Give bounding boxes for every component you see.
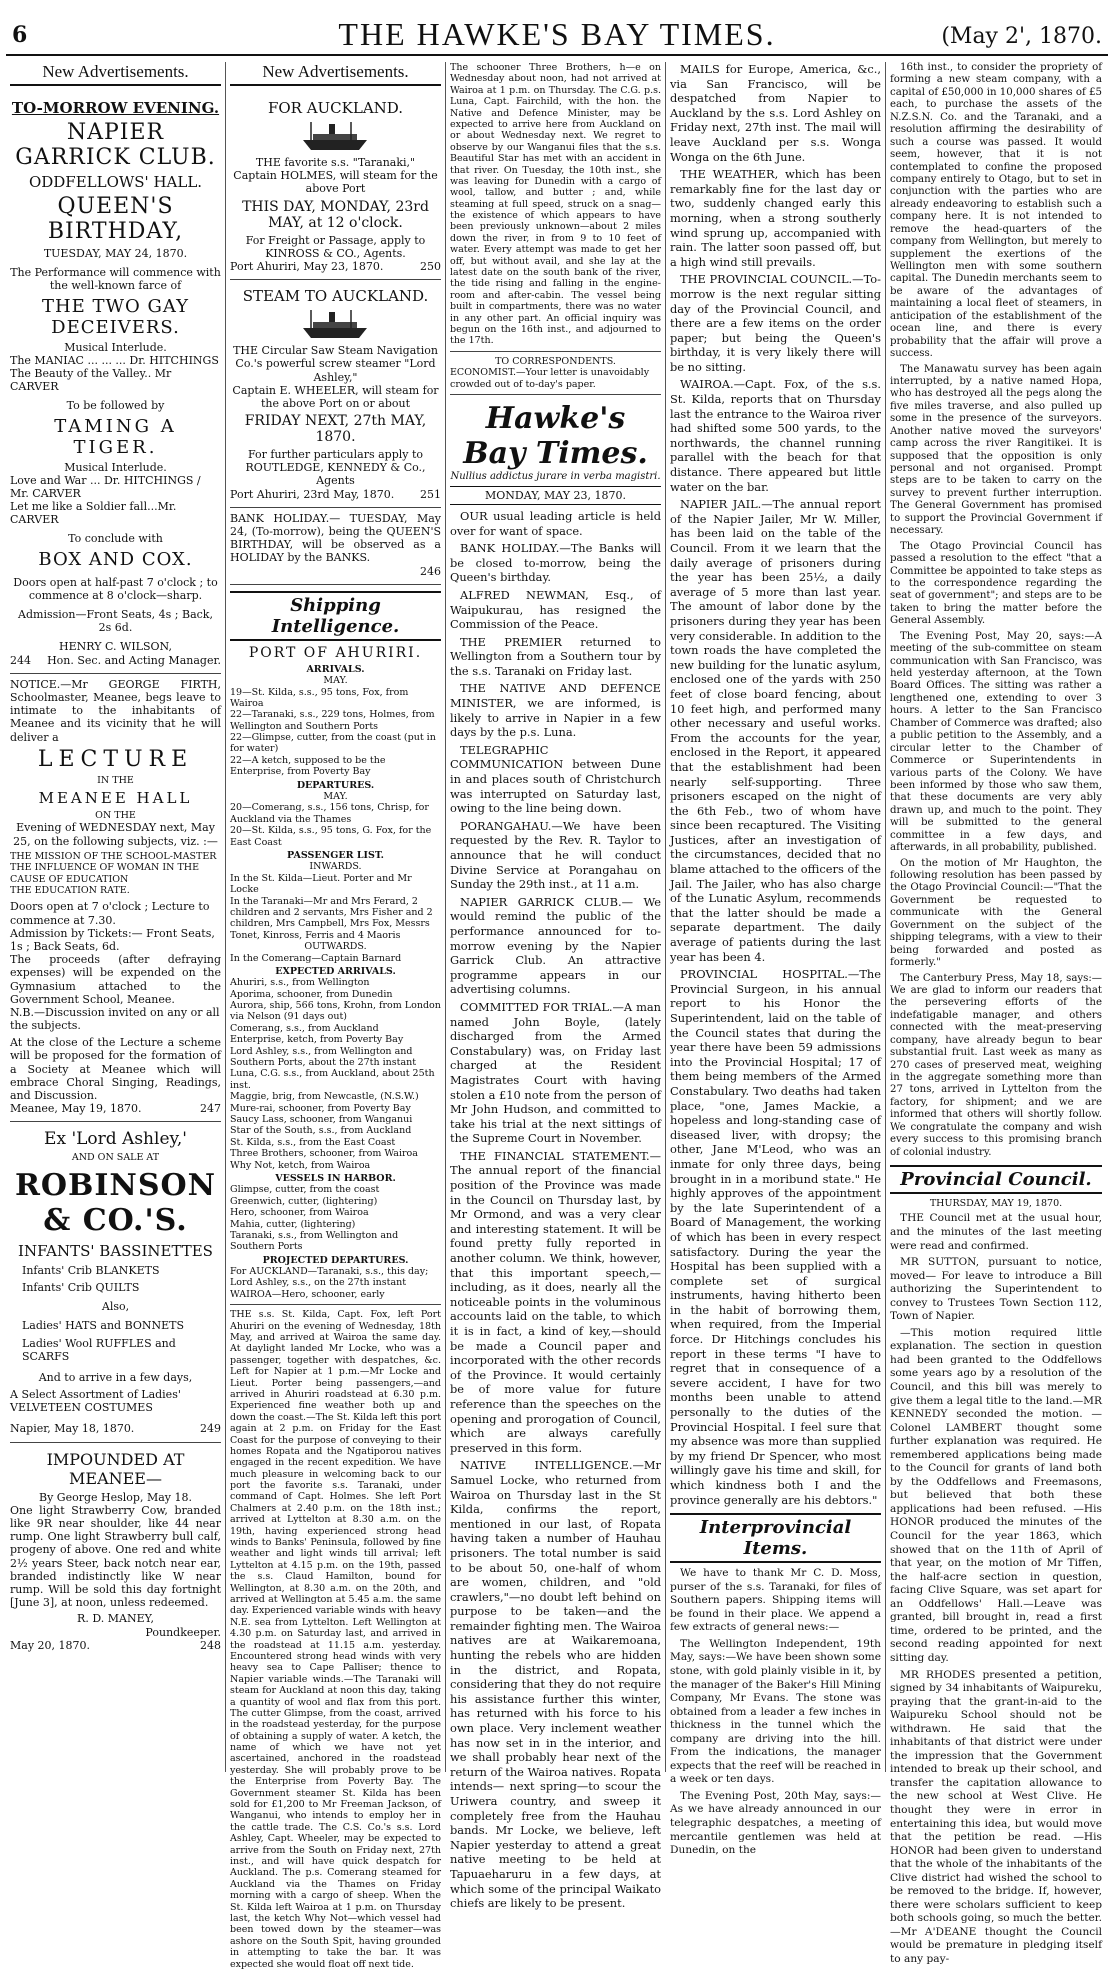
ad-line: Ex 'Lord Ashley,'	[44, 1129, 187, 1150]
ad-line: Also,	[101, 1300, 130, 1314]
news-paragraph: BANK HOLIDAY.—The Banks will be closed to-morrow, being the Queen's birthday.	[450, 541, 661, 585]
ad-number: 246	[420, 564, 441, 578]
news-paragraph: THE Council met at the usual hour, and the minutes of the last meeting were read and confirmed.	[890, 1212, 1102, 1252]
subheading: VESSELS IN HARBOR.	[275, 1172, 396, 1184]
ad-number: 250	[420, 259, 441, 273]
ad-date: Meanee, May 19, 1870.	[10, 1102, 142, 1116]
ad-line: TO-MORROW EVENING.	[11, 99, 220, 117]
impounded-ad	[10, 1443, 221, 1658]
subheading: MAY.	[323, 791, 348, 803]
ad-signer: R. D. MANEY,	[77, 1612, 154, 1626]
column-5	[886, 62, 1106, 1965]
subheading: PASSENGER LIST.	[287, 850, 384, 861]
passenger-list: In the Comerang—Captain Barnard	[230, 952, 402, 964]
ad-headline: NAPIER GARRICK CLUB.	[15, 120, 216, 170]
ad-line: The proceeds (after defraying expenses) will be expended on the Gymnasium attached to the Government School, Meanee.	[10, 953, 221, 1006]
ad-line: To be followed by	[66, 399, 165, 413]
section-heading: Shipping Intelligence.	[230, 591, 441, 641]
news-paragraph: PROVINCIAL HOSPITAL.—The Provincial Surgeon, in his annual report to his Honor the Superintendent, laid on the table of the Council states that during the year there have been 59 admissions into the Provincial Hospital; 17 of them being members of the Armed Constabulary. Two deaths had taken place, "one, James Mackie, a hopeless and long-standing case of diseased liver, with dropsy; the other, Jane M'Leod, who was an inmate for only three days, being brought in in a moribund state." He highly approves of the appointment by the late Superintendent of a Board of Management, the working of which has been in every respect satisfactory. During the year the Hospital has been supplied with a complete set of surgical instruments, having hitherto been in the habit of borrowing them, when required, from the Imperial force. Dr Hitchings concludes his report in these terms "I have to regret that in consequence of a severe accident, I have for two months been unable to attend personally to the duties of the Provincial Hospital. I feel sure that my absence was more than supplied by my friend Dr Spencer, who most willingly gave his time and skill, for which kindness both I and the province generally are his debtors."	[670, 967, 881, 1507]
departures-list: 20—Comerang, s.s., 156 tons, Chrisp, for Auckland via the Thames 20—St. Kilda, s.s., 95 tons, G. Fox, for the East Coast	[230, 802, 432, 848]
ad-line: N.B.—Discussion invited on any or all the subjects.	[10, 1005, 220, 1033]
ad-signer-title: Poundkeeper.	[145, 1625, 221, 1639]
news-body	[450, 509, 661, 1911]
editorial-motto: Nullius addictus jurare in verba magistri.	[450, 470, 661, 482]
ad-line: Admission by Tickets:— Front Seats, 1s ; Back Seats, 6d.	[10, 926, 215, 953]
ad-headline: THE TWO GAY DECEIVERS.	[41, 295, 190, 338]
editorial-dateline: MONDAY, MAY 23, 1870.	[450, 486, 661, 505]
section-heading: Provincial Council.	[890, 1165, 1102, 1194]
news-paragraph: THE WEATHER, which has been remarkably fine for the last day or two, suddenly changed early this morning, when a strong southerly wind sprung up, accompanied with rain. The latter soon passed off, but a high wind still prevails.	[670, 167, 881, 269]
ad-text: THE favorite s.s. "Taranaki,"	[255, 156, 416, 169]
ad-line: THE INFLUENCE OF WOMAN IN THE CAUSE OF EDUCATION	[10, 862, 200, 885]
ad-line: The Performance will commence with the well-known farce of	[10, 266, 221, 293]
shipping-intelligence	[230, 591, 441, 1970]
ad-line: The MANIAC ... ... ... Dr. HITCHINGS	[10, 353, 219, 367]
ad-number: 244	[10, 653, 31, 667]
ad-line: IN THE	[97, 774, 134, 786]
interprovincial-continued	[890, 62, 1102, 1159]
ad-line: Ladies' HATS and BONNETS	[22, 1319, 185, 1333]
ad-line: Infants' Crib BLANKETS	[22, 1263, 160, 1277]
news-paragraph: COMMITTED FOR TRIAL.—A man named John Boyle, (lately discharged from the Armed Constabulary) was, on Friday last charged at the Resident Magistrates Court with having stolen a £10 note from the person of Mr John Hudson, and committed to take his trial at the next sittings of the Supreme Court in November.	[450, 999, 661, 1146]
auckland-lord-ashley-ad	[230, 280, 441, 508]
ad-headline: BOX AND COX.	[38, 548, 193, 570]
subheading: PROJECTED DEPARTURES.	[262, 1254, 409, 1266]
projected-list: For AUCKLAND—Taranaki, s.s., this day; Lord Ashley, s.s., on the 27th instant WAIROA—Hero, schooner, early	[230, 1266, 429, 1300]
newspaper-title: THE HAWKE'S BAY TIMES.	[338, 16, 776, 52]
passenger-list: In the St. Kilda—Lieut. Porter and Mr Locke In the Taranaki—Mr and Mrs Ferard, 2 children and 2 servants, Mrs Fisher and 2 children, Mrs Campbell, Mrs Fox, Messrs Tonet, Kinross, Ferris and 4 Maoris	[230, 872, 433, 941]
column-2	[226, 62, 446, 1970]
shipping-report: THE s.s. St. Kilda, Capt. Fox, left Port Ahuriri on the evening of Wednesday, 18th May, and arrived at Wairoa the same day. At daylight landed Mr Locke, who was a passenger, together with despatches, &c. Left for Napier at 1 p.m.—Mr Locke and Lieut. Porter being passengers,—and arrived in Ahuriri roadstead at 6.30 p.m. Experienced fine weather both up and down the coast.—The St. Kilda left this port again at 2 p.m. on Friday for the East Coast for the purpose of conveying to their homes Ropata and the Ngatiporou natives engaged in the recent expedition. We have much pleasure in welcoming back to our port the favorite s.s. Taranaki, under command of Capt. Holmes. She left Port Chalmers at 2.40 p.m. on the 18th inst.; arrived at Lyttelton at 8.30 a.m. on the 19th, having experienced strong head winds to Banks' Peninsula, followed by fine weather and light winds till arrival; left Lyttelton at 4.15 p.m. on the 19th, passed the s.s. Claud Hamilton, bound for Wellington, at 8.30 a.m. on the 20th, and arrived at Wellington at 5.45 a.m. the same day. Experienced variable winds with heavy N.E. sea from Lyttelton. Left Wellington at 4.30 p.m. on Saturday last, and arrived in the roadstead at 11.15 a.m. yesterday. Encountered strong head winds with very heavy sea to Cape Palliser; thence to Napier variable winds.—The Taranaki will steam for Auckland at noon this day, taking a quantity of wool and flax from this port. The cutter Glimpse, from the coast, arrived in the roadstead yesterday, for the purpose of obtaining a supply of water. A ketch, the name of which we have not yet ascertained, anchored in the roadstead yesterday. She will probably prove to be the Enterprise from Poverty Bay. The Government steamer St. Kilda has been sold for £1,200 to Mr Freeman Jackson, of Wanganui, who intends to employ her in the cattle trade. The C.S. Co.'s s.s. Lord Ashley, Capt. Wheeler, may be expected to arrive from the South on Friday next, 27th inst., and will have quick despatch for Auckland. The p.s. Comerang steamed for Auckland via the Thames on Friday morning with a cargo of sheep. When the St. Kilda left Wairoa at 1 p.m. on Thursday last, the ketch Why Not—which vessel had been towed down by the steamer—was ashore on the South Spit, having grounded in attempting to take the bar. It was expected she would float off next tide.	[230, 1309, 442, 1970]
ad-date: Port Ahuriri, 23rd May, 1870.	[230, 487, 395, 501]
ad-line: A Select Assortment of Ladies' VELVETEEN COSTUMES	[10, 1388, 181, 1415]
editorial-masthead: Hawke's Bay Times.	[463, 400, 648, 471]
section-heading: New Advertisements.	[230, 62, 441, 86]
news-paragraph: The Wellington Independent, 19th May, says:—We have been shown some stone, with gold plainly visible in it, by the manager of the Baker's Hill Mining Company, Mr Evans. The stone was obtained from a leader a few inches in thickness in the tunnel which the company are driving into the hill. From the indications, the manager expects that the reef will be reached in a week or ten days.	[670, 1637, 881, 1786]
ad-line: THE MISSION OF THE SCHOOL-MASTER	[10, 850, 217, 862]
news-paragraph: WAIROA.—Capt. Fox, of the s.s. St. Kilda, reports that on Thursday last the entrance to the Wairoa river had shifted some 500 yards, to the northwards, the channel running parallel with the beach for that distance. There appeared but little water on the bar.	[670, 377, 881, 494]
issue-date: (May 2', 1870.	[941, 24, 1102, 49]
ad-line: TUESDAY, MAY 24, 1870.	[43, 247, 188, 260]
ad-line: AND ON SALE AT	[71, 1152, 160, 1164]
news-paragraph: ALFRED NEWMAN, Esq., of Waipukurau, has resigned the Commission of the Peace.	[450, 587, 661, 632]
steamship-icon	[230, 120, 441, 154]
ad-headline: ROBINSON & CO.'S.	[14, 1167, 217, 1238]
ad-line: By George Heslop, May 18.	[39, 1490, 192, 1504]
news-body	[670, 62, 881, 1507]
ad-footer	[230, 488, 441, 501]
ad-headline: IMPOUNDED AT MEANEE—	[46, 1449, 185, 1488]
subheading: DEPARTURES.	[296, 779, 375, 791]
ad-number: 251	[420, 487, 441, 501]
council-body	[890, 1212, 1102, 1966]
ad-line: FRIDAY NEXT, 27th MAY, 1870.	[244, 413, 427, 446]
news-paragraph: The Canterbury Press, May 18, says:— We are glad to inform our readers that the persevering efforts of the indefatigable manager, and others connected with the meat-preserving company, have already begun to bear substantial fruit. Last week as many as 270 cases of preserved meat, weighing in the aggregate something more than 27 tons, arrived in Lyttelton from the factory, for shipment; and we are informed that others will shortly follow. We congratulate the company and wish every success to this promising branch of colonial industry.	[890, 972, 1102, 1158]
ad-line: Admission—Front Seats, 4s ; Back, 2s 6d.	[18, 608, 213, 635]
ad-line: Infants' Crib QUILTS	[22, 1280, 140, 1294]
news-paragraph: THE NATIVE AND DEFENCE MINISTER, we are informed, is likely to arrive in Napier in a few days by the p.s. Luna.	[450, 681, 661, 740]
section-heading: New Advertisements.	[10, 62, 221, 86]
subheading: EXPECTED ARRIVALS.	[275, 965, 396, 977]
column-1	[6, 62, 226, 1772]
news-paragraph: The Manawatu survey has been again interrupted, by a native named Hopa, who has destroyed all the pegs along the five miles traverse, and also pulled up some in the presence of the surveyors. Another native moved the surveyors' camp across the river Rangitikei. It is supposed that the opposition is only personal and not organised. Prompt steps are to be taken to carry on the survey to prevent further interruption. The General Government has promised to support the Provincial Government if necessary.	[890, 363, 1102, 537]
ad-line: ODDFELLOWS' HALL.	[28, 173, 203, 191]
subheading: INWARDS.	[309, 861, 362, 873]
shipping-report-continued: The schooner Three Brothers, h—e on Wednesday about noon, had not arrived at Wairoa at 1 p.m. on Thursday. The C.G. p.s. Luna, Capt. Fairchild, with the hon. the Native and Defence Minister, may be expected to arrive here from Auckland on or about Wednesday next. We regret to observe by our Wanganui files that the s.s. Beautiful Star has met with an accident in that river. On Tuesday, the 10th inst., she was leaving for Dunedin with a cargo of wool, tallow, and butter ; and, while steaming at full speed, struck on a snag—the existence of which appears to have been previously unknown—about 2 miles down the river, in from 9 to 10 feet of water. Every attempt was made to get her off, but without avail, and she lay at the latest date on the south bank of the river, the tide rising and falling in the engine-room and after-cabin. The vessel being built in compartments, there was no water in any other part. An official inquiry was begun on the 16th inst., and adjourned to the 17th.	[450, 62, 661, 347]
news-paragraph: MR RHODES presented a petition, signed by 34 inhabitants of Waipureku, praying that the grant-in-aid to the Waipureku School should not be withdrawn. He said that the inhabitants of that district were under the impression that the Government intended to break up their school, and transfer the capitation allowance to the new school at West Clive. He thought they were in error in entertaining this idea, but would move that the petition be read. —His HONOR had been given to understand that the whole of the inhabitants of the Clive district had wished the school to be removed to the bridge. If, however, there were scholars sufficient to keep both schools going, so much the better.—Mr A'DEANE thought the Council would be premature in pledging itself to any pay-	[890, 1668, 1102, 1965]
ad-headline: TAMING A TIGER.	[54, 415, 177, 458]
news-paragraph: NAPIER JAIL.—The annual report of the Napier Jailer, Mr W. Miller, has been laid on the table of the Council. From it we learn that the daily average of prisoners during the year has been 25½, a daily average of 5 more than last year. The amount of labor done by the prisoners during they year has been very considerable. In addition to the town roads the have completed the new building for the lunatic asylum, enclosed one of the yards with 250 feet of close board fencing, about 10 feet high, and performed many other necessary and useful works. From the accounts for the year, enclosed in the Report, it appeared that the establishment had been nearly self-supporting. Three prisoners escaped on the night of the 6th Feb., two of whom have since been recaptured. The Visiting Justices, after an investigation of the circumstances, decided that no blame attached to the officers of the Jail. The Jailer, who has also charge of the Lunatic Asylum, recommends that the latter should be made a separate department. The daily average of patients during the last year has been 4.	[670, 497, 881, 964]
council-date: THURSDAY, MAY 19, 1870.	[929, 1198, 1063, 1210]
correspondents-heading: TO CORRESPONDENTS.	[495, 355, 616, 367]
ad-line: Doors open at half-past 7 o'clock ; to commence at 8 o'clock—sharp.	[13, 575, 218, 602]
ad-line: At the close of the Lecture a scheme will be proposed for the formation of a Society at Meanee which will embrace Choral Singing, Readings, and Discussion.	[10, 1036, 221, 1103]
news-paragraph: The Evening Post, 20th May, says:— As we have already announced in our telegraphic despatches, a meeting of mercantile gentlemen was held at Dunedin, on the	[670, 1789, 881, 1857]
masthead	[6, 10, 1108, 56]
ad-line: MEANEE HALL	[38, 789, 193, 808]
ad-line: Captain HOLMES, will steam for the above Port	[233, 169, 438, 196]
column-4	[666, 62, 886, 1857]
subheading: OUTWARDS.	[304, 941, 367, 953]
ad-line: Evening of WEDNESDAY next, May 25, on the following subjects, viz. :—	[13, 821, 218, 848]
news-paragraph: OUR usual leading article is held over for want of space.	[450, 508, 661, 538]
news-paragraph: THE FINANCIAL STATEMENT.—The annual report of the financial position of the Province was made in the Council on Thursday last, by Mr Ormond, and was a very clear and interesting statement. It will be found pretty fully reported in another column. We think, however, that this important speech,—including, as it does, nearly all the noticeable points in the voluminous accounts laid on the table, to which it is in fact, a kind of key,—should be made a Council paper and incorporated with the other records of the Province. It would certainly be of more value for future reference than the speeches on the opening and prorogation of Council, which are always carefully preserved in this form.	[450, 1148, 661, 1455]
ad-number: 249	[200, 1422, 221, 1436]
vessels-list: Glimpse, cutter, from the coast Greenwich, cutter, (lightering) Hero, schooner, from Wairoa Mahia, cutter, (lightering) Taranaki, s.s., from Wellington and Southern Ports	[230, 1184, 399, 1253]
garrick-club-ad	[10, 92, 221, 674]
ad-footer	[10, 1102, 221, 1115]
ad-headline: LECTURE	[37, 746, 194, 772]
news-paragraph: THE PROVINCIAL COUNCIL.—To-morrow is the next regular sitting day of the Provincial Council, and there are a few items on the order paper; but being the Queen's birthday, it is very likely there will be no sitting.	[670, 272, 881, 374]
ad-date: May 20, 1870.	[10, 1638, 91, 1652]
ad-headline: FOR AUCKLAND.	[267, 99, 404, 117]
news-paragraph: 16th inst., to consider the propriety of forming a new steam company, with a capital of £50,000 in 10,000 shares of £5 each, to purchase the assets of the N.Z.S.N. Co. and the Taranaki, and a resolution affirming the desirability of such a course was passed. It would seem, however, that it is not contemplated to confine the proposed company entirely to Otago, but to set in conjunction with the parties who are already endeavoring to establish such a company here. It is not intended to remove the head-quarters of the company from Wellington, but merely to supplement the exertions of the Wellington men with some southern capital. The Dunedin merchants seem to be aware of the advantages of maintaining a local fleet of steamers, in anticipation of the establishment of the ocean line, and there is every probability that the affair will prove a success.	[890, 62, 1103, 360]
ad-line: For Freight or Passage, apply to KINROSS & CO., Agents.	[245, 233, 426, 260]
ad-line: THE EDUCATION RATE.	[10, 885, 130, 897]
section-heading: Interprovincial Items.	[670, 1513, 881, 1563]
news-paragraph: MAILS for Europe, America, &c., via San Francisco, will be despatched from Napier to Auckland by the s.s. Lord Ashley on Friday next, 27th inst. The mail will leave Auckland per s.s. Wonga Wonga on the 6th June.	[670, 62, 881, 164]
ad-text: THE Circular Saw Steam Navigation Co.'s powerful screw steamer "Lord Ashley,"	[233, 344, 438, 384]
correspondents-note: ECONOMIST.—Your letter is unavoidably crowded out of to-day's paper.	[450, 367, 650, 390]
ad-signer-title: Hon. Sec. and Acting Manager.	[47, 653, 221, 667]
ad-footer	[10, 1422, 221, 1435]
news-paragraph: On the motion of Mr Haughton, the following resolution has been passed by the Otago Provincial Council:—"That the Government be requested to communicate with the General Government on the subject of the shipping telegrams, with a view to their being forwarded and posted as formerly."	[890, 857, 1102, 969]
ad-line: The Beauty of the Valley.. Mr CARVER	[10, 366, 172, 394]
ad-text: BANK HOLIDAY.— TUESDAY, May 24, (To-morrow), being the QUEEN'S BIRTHDAY, will be observed as a HOLIDAY by the BANKS.	[230, 511, 441, 565]
steamship-icon	[230, 308, 441, 342]
news-paragraph: The Evening Post, May 20, says:—A meeting of the sub-committee on steam communication with San Francisco, was held yesterday afternoon, at the Town Board Offices. The sitting was rather a lengthened one, extending to over 3 hours. A letter to the San Francisco Chamber of Commerce was drafted; also a public petition to the Assembly, and a circular letter to the Chamber of Commerce or Superintendents in various parts of the Colony. We have been informed by those who saw them, that these documents are very ably drawn up, and much to the point. They will be submitted to the general committee in a few days, and afterwards, in all probability, published.	[890, 630, 1102, 854]
ad-line: For further particulars apply to ROUTLEDGE, KENNEDY & Co., Agents	[245, 448, 426, 488]
ad-line: Musical Interlude.	[64, 340, 167, 354]
news-paragraph: —This motion required little explanation. The section in question had been granted to the Oddfellows some years ago by a resolution of the Council, and this bill was merely to give them a legal title to the land.—MR KENNEDY seconded the motion. —Colonel LAMBERT thought some further explanation was required. He remembered applications being made to the Council for grants of land both by the Oddfellows and Freemasons, but believed that both these applications had been refused. —His HONOR produced the minutes of the Council for the year 1863, which showed that on the 11th of April of that year, on the motion of Mr Tiffen, the half-acre section in question, facing Clive Square, was set apart for an Oddfellows' Hall.—Leave was granted, bill brought in, read a first time, ordered to be printed, and the second reading appointed for next sitting day.	[890, 1326, 1102, 1664]
robinson-ad	[10, 1122, 221, 1442]
ad-line: THIS DAY, MONDAY, 23rd MAY, at 12 o'clock.	[242, 198, 429, 231]
expected-list: Ahuriri, s.s., from Wellington Aporima, schooner, from Dunedin Aurora, ship, 566 tons, Krohn, from London via Nelson (91 days out) Comerang, s.s., from Auckland Enterprise, ketch, from Poverty Bay Lord Ashley, s.s., from Wellington and Southern Ports, about the 27th instant Luna, C.G. s.s., from Auckland, about 25th inst. Maggie, brig, from Newcastle, (N.S.W.) Mure-rai, schooner, from Poverty Bay Saucy Lass, schooner, from Wanganui Star of the South, s.s., from Auckland St. Kilda, s.s., from the East Coast Three Brothers, schooner, from Wairoa Why Not, ketch, from Wairoa	[230, 977, 441, 1171]
ad-line: Ladies' Wool RUFFLES and SCARFS	[22, 1336, 176, 1363]
page-number: 6	[12, 22, 28, 48]
lecture-ad	[10, 674, 221, 1123]
subheading: ARRIVALS.	[306, 663, 365, 675]
ad-line: And to arrive in a few days,	[38, 1370, 193, 1384]
ad-number: 248	[200, 1638, 221, 1652]
news-paragraph: NAPIER GARRICK CLUB.— We would remind the public of the performance announced for to-morrow evening by the Napier Garrick Club. An attractive programme appears in our advertising columns.	[450, 894, 661, 997]
news-paragraph: MR SUTTON, pursuant to notice, moved— For leave to introduce a Bill authorizing the Superintendent to convey to Trustees Town Section 112, Town of Napier.	[890, 1256, 1102, 1323]
ad-signer: HENRY C. WILSON,	[59, 640, 172, 654]
news-paragraph: TELEGRAPHIC COMMUNICATION between Dune in and places south of Christchurch was interrupted on Saturday last, owing to the line being down.	[450, 742, 661, 816]
subheading: MAY.	[323, 675, 348, 687]
ad-footer	[230, 260, 441, 273]
ad-headline: QUEEN'S BIRTHDAY,	[47, 194, 184, 244]
news-paragraph: The Otago Provincial Council has passed a resolution to the effect "that a Committee be appointed to take steps as to the correspondence regarding the seat of government"; and steps are to be taken to bring the matter before the General Assembly.	[890, 540, 1102, 627]
ad-line: ON THE	[95, 810, 136, 822]
news-paragraph: NATIVE INTELLIGENCE.—Mr Samuel Locke, who returned from Wairoa on Thursday last in the St Kilda, confirms the report, mentioned in our last, of Ropata having taken a number of Hauhau prisoners. The total number is said to be about 50, one-half of whom are women, children, and "old crawlers,"—no doubt left behind on purpose to be taken—and the remainder fighting men. The Wairoa natives are at Waikaremoana, hunting the rebels who are hidden in the district, and Ropata, considering that they do not require his assistance further this winter, has returned with his force to his own place. Very inclement weather has now set in in the interior, and we shall probably hear next of the return of the Wairoa natives. Ropata intends— next spring—to scour the Uriwera country, and sweep it completely free from the Hauhau bands. Mr Locke, we believe, left Napier yesterday to attend a great native meeting to be held at Tapuaeharuru in a few days, at which some of the principal Waikato chiefs are likely to be present.	[450, 1458, 661, 1911]
port-heading: PORT OF AHURIRI.	[248, 644, 423, 661]
interprovincial-body	[670, 1567, 881, 1857]
ad-footer	[10, 1639, 221, 1652]
auckland-taranaki-ad	[230, 92, 441, 280]
news-paragraph: THE PREMIER returned to Wellington from a Southern tour by the s.s. Taranaki on Friday last.	[450, 634, 661, 678]
ad-number: 247	[200, 1102, 221, 1116]
ad-headline: STEAM TO AUCKLAND.	[242, 287, 429, 306]
column-3	[446, 62, 666, 1911]
ad-footer	[10, 654, 221, 667]
ad-line: To conclude with	[68, 532, 163, 546]
ad-line: INFANTS' BASSINETTES	[18, 1241, 213, 1260]
ad-line: Musical Interlude.	[64, 460, 167, 474]
arrivals-list: 19—St. Kilda, s.s., 95 tons, Fox, from Wairoa 22—Taranaki, s.s., 229 tons, Holmes, from Wellington and Southern Ports 22—Glimpse, cutter, from the coast (put in for water) 22—A ketch, supposed to be the Enterprise, from Poverty Bay	[230, 686, 436, 778]
ad-line: Love and War ... Dr. HITCHINGS / Mr. CARVER	[10, 473, 201, 500]
ad-text: One light Strawberry Cow, branded like 9R near shoulder, like 44 near rump. One light Strawberry bull calf, progeny of above. One red and white 2½ years Steer, back notch near ear, branded indistinctly like W near rump. Will be sold this day fortnight [June 3], at noon, unless redeemed.	[10, 1503, 221, 1610]
news-paragraph: We have to thank Mr C. D. Moss, purser of the s.s. Taranaki, for files of Southern papers. Shipping items will be found in their place. We append a few extracts of general news:—	[670, 1567, 881, 1634]
ad-date: Port Ahuriri, May 23, 1870.	[230, 259, 384, 273]
ad-line: Doors open at 7 o'clock ; Lecture to commence at 7.30.	[10, 900, 210, 927]
bank-holiday-ad	[230, 508, 441, 585]
news-paragraph: PORANGAHAU.—We have been requested by the Rev. R. Taylor to announce that he will conduct Divine Service at Porangahau on Sunday the 29th inst., at 11 a.m.	[450, 818, 661, 892]
ad-line: Let me like a Soldier fall...Mr. CARVER	[10, 500, 177, 527]
ad-line: Captain E. WHEELER, will steam for the above Port on or about	[232, 383, 439, 410]
ad-text: NOTICE.—Mr GEORGE FIRTH, Schoolmaster, Meanee, begs leave to intimate to the inhabitants of Meanee and its vicinity that he will deliver a	[10, 677, 221, 744]
ad-date: Napier, May 18, 1870.	[10, 1422, 135, 1436]
